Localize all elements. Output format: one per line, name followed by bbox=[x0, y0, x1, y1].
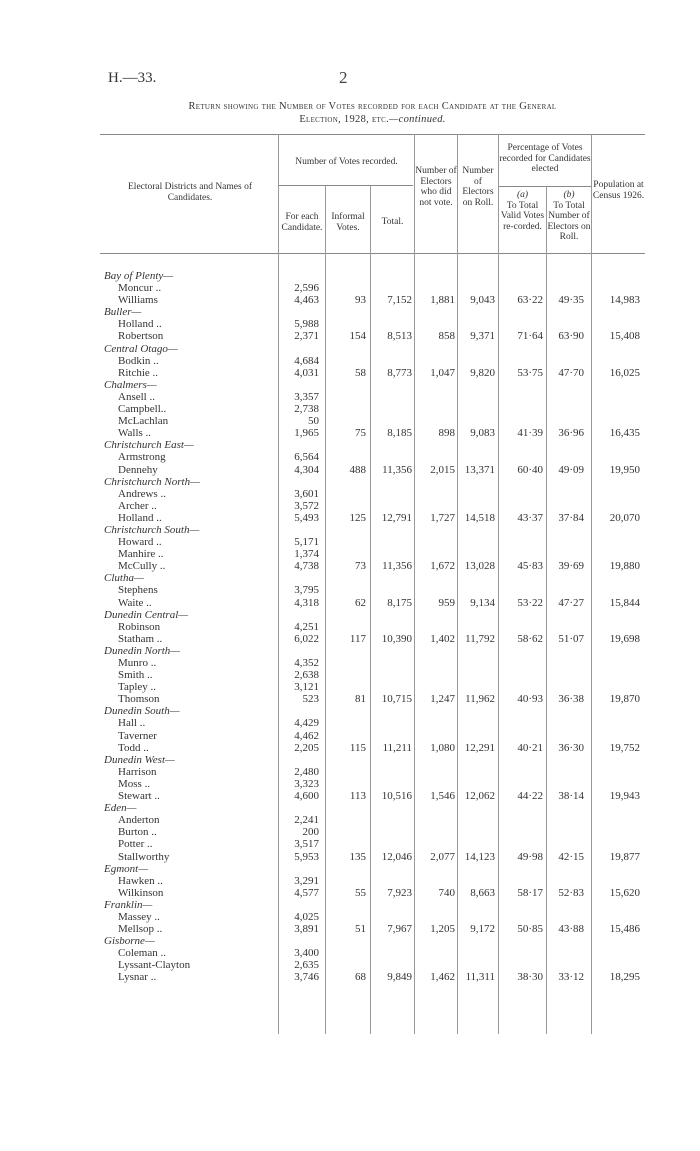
votes-cell: 4,684 bbox=[294, 354, 319, 367]
pct-b-cell: 47·70 bbox=[558, 366, 584, 379]
votes-cell: 2,371 bbox=[294, 330, 319, 343]
candidate-name: Moss .. bbox=[118, 777, 151, 790]
total-cell: 7,152 bbox=[387, 294, 412, 307]
votes-cell: 4,463 bbox=[294, 294, 319, 307]
pct-b-cell: 39·69 bbox=[558, 560, 584, 573]
header-pct-b-mark: (b) bbox=[563, 190, 575, 200]
percentage-subheader-rule bbox=[498, 186, 591, 187]
votes-cell: 4,318 bbox=[294, 596, 319, 609]
candidate-row bbox=[0, 730, 700, 742]
votes-cell: 6,564 bbox=[294, 451, 319, 464]
candidate-row bbox=[0, 597, 700, 609]
votes-cell: 3,601 bbox=[294, 487, 319, 500]
district-name: Dunedin South— bbox=[104, 705, 180, 718]
roll-cell: 8,663 bbox=[470, 886, 495, 899]
candidate-row bbox=[0, 790, 700, 802]
candidate-row bbox=[0, 294, 700, 306]
votes-cell: 2,638 bbox=[294, 669, 319, 682]
candidate-row bbox=[0, 282, 700, 294]
table-title bbox=[100, 100, 645, 126]
district-name: Franklin— bbox=[104, 898, 153, 911]
candidate-row bbox=[0, 947, 700, 959]
district-row bbox=[0, 863, 700, 875]
population-cell: 19,943 bbox=[609, 790, 640, 803]
candidate-name: Bodkin .. bbox=[118, 354, 159, 367]
candidate-name: Holland .. bbox=[118, 318, 162, 331]
candidate-name: Dennehy bbox=[118, 463, 158, 476]
pct-a-cell: 60·40 bbox=[517, 463, 543, 476]
informal-cell: 75 bbox=[355, 427, 366, 440]
candidate-name: Holland .. bbox=[118, 511, 162, 524]
pct-b-cell: 42·15 bbox=[558, 850, 584, 863]
votes-cell: 5,493 bbox=[294, 511, 319, 524]
district-name: Gisborne— bbox=[104, 935, 155, 948]
votes-cell: 2,480 bbox=[294, 765, 319, 778]
candidate-row bbox=[0, 427, 700, 439]
votes-cell: 3,357 bbox=[294, 390, 319, 403]
population-cell: 19,880 bbox=[609, 560, 640, 573]
votes-cell: 523 bbox=[302, 693, 319, 706]
not-vote-cell: 2,015 bbox=[430, 463, 455, 476]
not-vote-cell: 858 bbox=[438, 330, 455, 343]
candidate-name: Hawken .. bbox=[118, 874, 163, 887]
informal-cell: 55 bbox=[355, 886, 366, 899]
population-cell: 15,844 bbox=[609, 596, 640, 609]
votes-cell: 5,988 bbox=[294, 318, 319, 331]
votes-cell: 4,031 bbox=[294, 366, 319, 379]
candidate-row bbox=[0, 536, 700, 548]
pct-b-cell: 37·84 bbox=[558, 511, 584, 524]
total-cell: 11,356 bbox=[382, 463, 412, 476]
candidate-name: Robinson bbox=[118, 620, 161, 633]
not-vote-cell: 2,077 bbox=[430, 850, 455, 863]
candidate-name: Burton .. bbox=[118, 826, 157, 839]
pct-b-cell: 49·35 bbox=[558, 294, 584, 307]
candidate-row bbox=[0, 318, 700, 330]
votes-cell: 1,965 bbox=[294, 427, 319, 440]
candidate-name: McCully .. bbox=[118, 560, 166, 573]
not-vote-cell: 1,462 bbox=[430, 971, 455, 984]
total-cell: 12,046 bbox=[381, 850, 412, 863]
not-vote-cell: 898 bbox=[438, 427, 455, 440]
pct-a-cell: 63·22 bbox=[517, 294, 543, 307]
population-cell: 16,435 bbox=[609, 427, 640, 440]
not-vote-cell: 1,080 bbox=[430, 741, 455, 754]
header-on-roll: Number of Electors on Roll. bbox=[462, 166, 494, 208]
candidate-row bbox=[0, 451, 700, 463]
header-total: Total. bbox=[381, 217, 404, 227]
pct-a-cell: 40·93 bbox=[517, 693, 543, 706]
informal-cell: 125 bbox=[349, 511, 366, 524]
votes-cell: 1,374 bbox=[294, 548, 319, 561]
population-cell: 19,698 bbox=[609, 632, 640, 645]
candidate-name: Harrison bbox=[118, 765, 157, 778]
page-number: 2 bbox=[339, 68, 348, 87]
population-cell: 19,870 bbox=[609, 693, 640, 706]
informal-cell: 93 bbox=[355, 294, 366, 307]
pct-b-cell: 36·30 bbox=[558, 741, 584, 754]
candidate-name: Lysnar .. bbox=[118, 971, 157, 984]
votes-cell: 2,635 bbox=[294, 959, 319, 972]
candidate-name: Williams bbox=[118, 294, 158, 307]
header-population: Population at Census 1926. bbox=[592, 180, 645, 201]
informal-cell: 58 bbox=[355, 366, 366, 379]
candidate-row bbox=[0, 911, 700, 923]
votes-cell: 4,577 bbox=[294, 886, 319, 899]
informal-cell: 62 bbox=[355, 596, 366, 609]
candidate-row bbox=[0, 923, 700, 935]
district-row bbox=[0, 899, 700, 911]
candidate-row bbox=[0, 693, 700, 705]
candidate-name: Ansell .. bbox=[118, 390, 155, 403]
total-cell: 8,513 bbox=[387, 330, 412, 343]
population-cell: 19,752 bbox=[609, 741, 640, 754]
pct-b-cell: 52·83 bbox=[558, 886, 584, 899]
header-pct-b bbox=[547, 190, 591, 243]
votes-cell: 5,171 bbox=[294, 536, 319, 549]
not-vote-cell: 959 bbox=[438, 596, 455, 609]
district-row bbox=[0, 524, 700, 536]
candidate-name: Stallworthy bbox=[118, 850, 170, 863]
total-cell: 11,356 bbox=[382, 560, 412, 573]
pct-a-cell: 40·21 bbox=[517, 741, 543, 754]
votes-cell: 200 bbox=[302, 826, 319, 839]
roll-cell: 13,371 bbox=[464, 463, 495, 476]
candidate-row bbox=[0, 464, 700, 476]
population-cell: 14,983 bbox=[609, 294, 640, 307]
roll-cell: 9,371 bbox=[470, 330, 495, 343]
district-row bbox=[0, 609, 700, 621]
pct-a-cell: 45·83 bbox=[517, 560, 543, 573]
candidate-row bbox=[0, 367, 700, 379]
total-cell: 8,185 bbox=[387, 427, 412, 440]
candidate-name: Waite .. bbox=[118, 596, 152, 609]
candidate-name: Mellsop .. bbox=[118, 923, 163, 936]
not-vote-cell: 1,205 bbox=[430, 923, 455, 936]
votes-cell: 4,429 bbox=[294, 717, 319, 730]
candidate-row bbox=[0, 355, 700, 367]
candidate-row bbox=[0, 742, 700, 754]
roll-cell: 9,083 bbox=[470, 427, 495, 440]
not-vote-cell: 1,047 bbox=[430, 366, 455, 379]
informal-cell: 135 bbox=[349, 850, 366, 863]
district-row bbox=[0, 705, 700, 717]
roll-cell: 11,311 bbox=[465, 971, 495, 984]
total-cell: 7,923 bbox=[387, 886, 412, 899]
population-cell: 15,620 bbox=[609, 886, 640, 899]
population-cell: 15,486 bbox=[609, 923, 640, 936]
roll-cell: 9,820 bbox=[470, 366, 495, 379]
population-cell: 16,025 bbox=[609, 366, 640, 379]
candidate-row bbox=[0, 814, 700, 826]
header-bottom-rule bbox=[100, 253, 645, 254]
candidate-row bbox=[0, 681, 700, 693]
votes-cell: 3,572 bbox=[294, 499, 319, 512]
candidate-row bbox=[0, 584, 700, 596]
candidate-name: Hall .. bbox=[118, 717, 146, 730]
votes-cell: 2,241 bbox=[294, 814, 319, 827]
population-cell: 19,877 bbox=[609, 850, 640, 863]
district-row bbox=[0, 645, 700, 657]
candidate-name: Manhire .. bbox=[118, 548, 164, 561]
results-table-body bbox=[0, 270, 700, 984]
not-vote-cell: 1,672 bbox=[430, 560, 455, 573]
pct-a-cell: 53·75 bbox=[517, 366, 543, 379]
pct-a-cell: 43·37 bbox=[517, 511, 543, 524]
header-not-vote: Number of Electors who did not vote. bbox=[415, 166, 457, 208]
header-districts: Electoral Districts and Names of Candidates. bbox=[128, 182, 252, 203]
district-name: Central Otago— bbox=[104, 342, 178, 355]
total-cell: 11,211 bbox=[382, 741, 412, 754]
header-pct-b-text: To Total Number of Electors on Roll. bbox=[547, 200, 591, 242]
district-name: Buller— bbox=[104, 306, 142, 319]
candidate-row bbox=[0, 548, 700, 560]
roll-cell: 13,028 bbox=[464, 560, 495, 573]
candidate-row bbox=[0, 560, 700, 572]
roll-cell: 11,792 bbox=[465, 632, 495, 645]
population-cell: 20,070 bbox=[609, 511, 640, 524]
district-row bbox=[0, 439, 700, 451]
district-name: Christchurch South— bbox=[104, 523, 200, 536]
header-pct-a-text: To Total Valid Votes re-corded. bbox=[500, 200, 545, 232]
candidate-name: Tapley .. bbox=[118, 681, 157, 694]
candidate-name: Campbell.. bbox=[118, 403, 167, 416]
candidate-row bbox=[0, 657, 700, 669]
votes-cell: 3,323 bbox=[294, 777, 319, 790]
population-cell: 19,950 bbox=[609, 463, 640, 476]
candidate-name: Andrews .. bbox=[118, 487, 166, 500]
pct-a-cell: 53·22 bbox=[517, 596, 543, 609]
votes-cell: 2,738 bbox=[294, 403, 319, 416]
total-cell: 12,791 bbox=[381, 511, 412, 524]
candidate-name: Howard .. bbox=[118, 536, 162, 549]
votes-cell: 4,025 bbox=[294, 910, 319, 923]
total-cell: 7,967 bbox=[387, 923, 412, 936]
district-row bbox=[0, 802, 700, 814]
candidate-name: Massey .. bbox=[118, 910, 160, 923]
district-name: Eden— bbox=[104, 802, 137, 815]
candidate-row bbox=[0, 971, 700, 983]
candidate-row bbox=[0, 959, 700, 971]
informal-cell: 117 bbox=[349, 632, 366, 645]
total-cell: 10,715 bbox=[381, 693, 412, 706]
not-vote-cell: 1,546 bbox=[430, 790, 455, 803]
roll-cell: 9,172 bbox=[470, 923, 495, 936]
pct-a-cell: 38·30 bbox=[517, 971, 543, 984]
candidate-name: Ritchie .. bbox=[118, 366, 159, 379]
header-percentage: Percentage of Votes recorded for Candidates elected bbox=[499, 143, 591, 174]
candidate-name: Stephens bbox=[118, 584, 158, 597]
district-row bbox=[0, 476, 700, 488]
roll-cell: 9,134 bbox=[470, 596, 495, 609]
votes-cell: 4,304 bbox=[294, 463, 319, 476]
candidate-row bbox=[0, 851, 700, 863]
candidate-row bbox=[0, 669, 700, 681]
district-name: Christchurch North— bbox=[104, 475, 200, 488]
pct-a-cell: 44·22 bbox=[517, 790, 543, 803]
district-row bbox=[0, 343, 700, 355]
district-name: Chalmers— bbox=[104, 378, 157, 391]
district-name: Dunedin Central— bbox=[104, 608, 189, 621]
candidate-name: Moncur .. bbox=[118, 282, 162, 295]
candidate-row bbox=[0, 875, 700, 887]
pct-a-cell: 58·17 bbox=[517, 886, 543, 899]
votes-cell: 4,251 bbox=[294, 620, 319, 633]
candidate-name: Potter .. bbox=[118, 838, 153, 851]
title-continued: —continued. bbox=[389, 114, 446, 125]
candidate-row bbox=[0, 717, 700, 729]
header-top-rule bbox=[100, 134, 645, 135]
pct-b-cell: 36·38 bbox=[558, 693, 584, 706]
votes-cell: 2,596 bbox=[294, 282, 319, 295]
district-name: Bay of Plenty— bbox=[104, 270, 174, 282]
informal-cell: 68 bbox=[355, 971, 366, 984]
votes-cell: 4,462 bbox=[294, 729, 319, 742]
candidate-row bbox=[0, 403, 700, 415]
candidate-name: McLachlan bbox=[118, 415, 169, 428]
votes-cell: 4,738 bbox=[294, 560, 319, 573]
informal-cell: 51 bbox=[355, 923, 366, 936]
header-votes-recorded: Number of Votes recorded. bbox=[295, 157, 398, 167]
candidate-row bbox=[0, 330, 700, 342]
pct-a-cell: 41·39 bbox=[517, 427, 543, 440]
candidate-name: Todd .. bbox=[118, 741, 149, 754]
candidate-name: Robertson bbox=[118, 330, 164, 343]
candidate-name: Wilkinson bbox=[118, 886, 164, 899]
candidate-name: Statham .. bbox=[118, 632, 163, 645]
roll-cell: 11,962 bbox=[465, 693, 495, 706]
pct-b-cell: 36·96 bbox=[558, 427, 584, 440]
roll-cell: 12,062 bbox=[464, 790, 495, 803]
total-cell: 10,516 bbox=[381, 790, 412, 803]
pct-b-cell: 51·07 bbox=[558, 632, 584, 645]
votes-cell: 3,795 bbox=[294, 584, 319, 597]
votes-subheader-rule bbox=[278, 185, 413, 186]
pct-a-cell: 50·85 bbox=[517, 923, 543, 936]
candidate-name: Armstrong bbox=[118, 451, 166, 464]
pct-b-cell: 49·09 bbox=[558, 463, 584, 476]
not-vote-cell: 1,881 bbox=[430, 294, 455, 307]
district-row bbox=[0, 270, 700, 282]
header-for-each: For each Candidate. bbox=[281, 212, 323, 233]
candidate-name: Munro .. bbox=[118, 657, 157, 669]
district-row bbox=[0, 379, 700, 391]
informal-cell: 488 bbox=[349, 463, 366, 476]
candidate-row bbox=[0, 415, 700, 427]
votes-cell: 3,291 bbox=[294, 874, 319, 887]
total-cell: 8,773 bbox=[387, 366, 412, 379]
candidate-name: Archer .. bbox=[118, 499, 157, 512]
total-cell: 9,849 bbox=[387, 971, 412, 984]
candidate-row bbox=[0, 488, 700, 500]
district-row bbox=[0, 306, 700, 318]
pct-b-cell: 63·90 bbox=[558, 330, 584, 343]
candidate-name: Lyssant-Clayton bbox=[118, 959, 191, 972]
pct-b-cell: 47·27 bbox=[558, 596, 584, 609]
votes-cell: 4,600 bbox=[294, 790, 319, 803]
not-vote-cell: 1,247 bbox=[430, 693, 455, 706]
roll-cell: 9,043 bbox=[470, 294, 495, 307]
not-vote-cell: 1,727 bbox=[430, 511, 455, 524]
candidate-name: Stewart .. bbox=[118, 790, 160, 803]
title-line-2: Election, 1928, etc. bbox=[299, 114, 390, 125]
candidate-name: Smith .. bbox=[118, 669, 153, 682]
candidate-row bbox=[0, 887, 700, 899]
candidate-row bbox=[0, 778, 700, 790]
total-cell: 8,175 bbox=[387, 596, 412, 609]
pct-b-cell: 43·88 bbox=[558, 923, 584, 936]
document-reference: H.—33. bbox=[108, 70, 157, 86]
votes-cell: 3,517 bbox=[294, 838, 319, 851]
informal-cell: 154 bbox=[349, 330, 366, 343]
total-cell: 10,390 bbox=[381, 632, 412, 645]
informal-cell: 115 bbox=[349, 741, 366, 754]
votes-cell: 2,205 bbox=[294, 741, 319, 754]
pct-b-cell: 33·12 bbox=[558, 971, 584, 984]
roll-cell: 12,291 bbox=[464, 741, 495, 754]
candidate-row bbox=[0, 838, 700, 850]
candidate-row bbox=[0, 633, 700, 645]
district-name: Dunedin West— bbox=[104, 753, 175, 766]
district-row bbox=[0, 754, 700, 766]
district-name: Dunedin North— bbox=[104, 644, 181, 657]
population-cell: 15,408 bbox=[609, 330, 640, 343]
pct-a-cell: 49·98 bbox=[517, 850, 543, 863]
votes-cell: 4,352 bbox=[294, 657, 319, 669]
informal-cell: 113 bbox=[349, 790, 366, 803]
pct-b-cell: 38·14 bbox=[558, 790, 584, 803]
candidate-name: Thomson bbox=[118, 693, 160, 706]
roll-cell: 14,518 bbox=[464, 511, 495, 524]
district-row bbox=[0, 572, 700, 584]
candidate-name: Walls .. bbox=[118, 427, 152, 440]
votes-cell: 3,746 bbox=[294, 971, 319, 984]
votes-cell: 3,891 bbox=[294, 923, 319, 936]
votes-cell: 3,400 bbox=[294, 947, 319, 960]
pct-a-cell: 58·62 bbox=[517, 632, 543, 645]
header-pct-a bbox=[499, 190, 546, 232]
candidate-row bbox=[0, 500, 700, 512]
candidate-row bbox=[0, 391, 700, 403]
header-informal: Informal Votes. bbox=[331, 212, 365, 233]
candidate-row bbox=[0, 826, 700, 838]
votes-cell: 6,022 bbox=[294, 632, 319, 645]
candidate-row bbox=[0, 766, 700, 778]
population-cell: 18,295 bbox=[609, 971, 640, 984]
district-name: Clutha— bbox=[104, 572, 144, 585]
informal-cell: 73 bbox=[355, 560, 366, 573]
roll-cell: 14,123 bbox=[464, 850, 495, 863]
header-pct-a-mark: (a) bbox=[516, 190, 529, 200]
candidate-row bbox=[0, 621, 700, 633]
informal-cell: 81 bbox=[355, 693, 366, 706]
candidate-name: Coleman .. bbox=[118, 947, 166, 960]
district-name: Christchurch East— bbox=[104, 439, 194, 452]
votes-cell: 50 bbox=[308, 415, 319, 428]
district-row bbox=[0, 935, 700, 947]
not-vote-cell: 740 bbox=[438, 886, 455, 899]
votes-cell: 3,121 bbox=[294, 681, 319, 694]
not-vote-cell: 1,402 bbox=[430, 632, 455, 645]
votes-cell: 5,953 bbox=[294, 850, 319, 863]
candidate-name: Anderton bbox=[118, 814, 160, 827]
pct-a-cell: 71·64 bbox=[517, 330, 543, 343]
candidate-name: Taverner bbox=[118, 729, 157, 742]
district-name: Egmont— bbox=[104, 862, 148, 875]
candidate-row bbox=[0, 512, 700, 524]
title-line-1: Return showing the Number of Votes recorded for each Candidate at the General bbox=[188, 101, 557, 112]
